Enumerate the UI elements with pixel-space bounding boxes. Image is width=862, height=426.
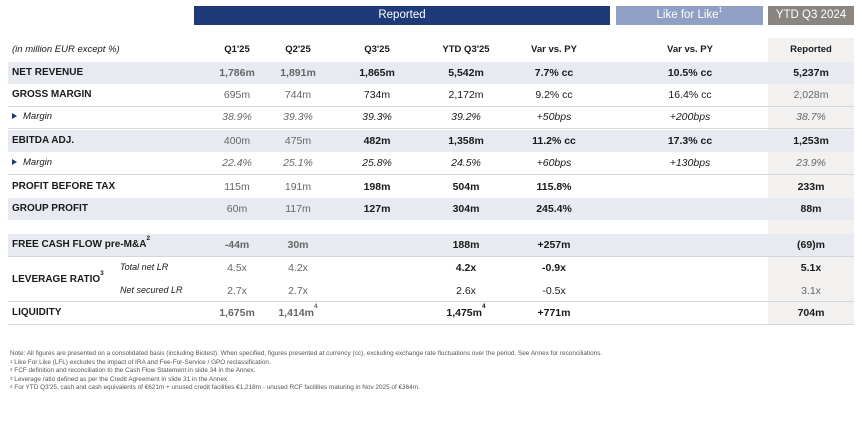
row-gross-margin [0,84,862,106]
divider [8,174,854,175]
cell-q1: 22.4% [222,157,252,169]
triangle-bullet-icon [12,159,17,165]
triangle-bullet-icon [12,113,17,119]
cell-q2: 475m [284,135,312,147]
row-group-profit [0,198,862,220]
cell-py: 88m [800,203,822,215]
row-label: EBITDA ADJ. [12,135,75,146]
like-for-like-header: Like for Like$^1$ [616,6,763,25]
col-q3: Q3'25 [364,44,390,55]
cell-q1: 115m [224,181,250,193]
cell-q3: 1,865m [359,67,395,79]
divider [8,301,854,302]
cell-var: 11.2% cc [532,135,576,147]
cell-py: 2,028m [793,89,829,101]
cell-q3: 734m [363,89,391,101]
row-net-revenue [0,62,862,84]
row-label: PROFIT BEFORE TAX [12,181,116,192]
cell-py: 3.1x [801,285,821,297]
cell-q1: 4.5x [227,262,247,274]
row-ebitda-adj [0,130,862,152]
cell-q3: 198m [363,181,391,193]
cell-lfl: +130bps [669,157,711,169]
row-label: Margin [12,106,52,128]
cell-lfl: 17.3% cc [667,135,713,147]
row-ebitda-margin [0,152,862,174]
cell-q2: 4.2x [288,262,308,274]
cell-ytd: 4.2x [455,262,477,274]
col-ytd: YTD Q3'25 [442,44,490,55]
cell-q1: 60m [226,203,248,215]
col-lfl-var-py: Var vs. PY [667,44,713,55]
cell-ytd: 2,172m [448,89,484,101]
reported-header: Reported [194,6,610,25]
footnote: $^4$ For YTD Q3'25, cash and cash equivalents of €621m + unused credit facilities €1,218m - unused RCF facilities maturing in Nov 2025 of €364m. [10,384,420,392]
cell-ytd: $1,475m^4$ [446,303,486,319]
cell-lfl: 16.4% cc [668,89,712,101]
cell-py: 38.7% [796,111,826,123]
cell-q1: 1,675m [219,307,255,319]
cell-var: 9.2% cc [535,89,573,101]
cell-py: 1,253m [793,135,829,147]
net-secured-lr-label: Net secured LR [120,285,183,295]
cell-var: -0.9x [542,262,566,274]
footnote: $^2$ FCF definition and reconciliation to the Cash Flow Statement in slide 34 in the Annex. [10,367,256,375]
cell-q2: 744m [284,89,312,101]
cell-q3: 39.3% [362,111,392,123]
cell-q2: 117m [285,203,311,215]
cell-var: +257m [537,239,571,251]
cell-q2: $1,414m^4$ [278,303,318,319]
cell-lfl: 10.5% cc [667,67,713,79]
cell-py: 5.1x [800,262,822,274]
cell-ytd: 188m [452,239,480,251]
cell-q1: 1,786m [219,67,255,79]
row-profit-before-tax [0,176,862,198]
row-label: NET REVENUE [12,67,84,78]
cell-ytd: 24.5% [451,157,481,169]
row-total-net-lr [0,257,862,277]
divider [8,106,854,107]
cell-lfl: +200bps [669,111,711,123]
units-label: (in million EUR except %) [12,44,120,55]
cell-q1: -44m [224,239,250,251]
cell-q2: 25.1% [283,157,313,169]
cell-ytd: 304m [452,203,480,215]
cell-py: 233m [797,181,825,193]
total-net-lr-label: Total net LR [120,262,169,272]
row-liquidity [0,302,862,324]
row-label: GROSS MARGIN [12,89,92,100]
row-label: LEVERAGE RATIO$^3$ [12,270,104,285]
cell-var: +60bps [536,157,572,169]
cell-q3: 482m [363,135,391,147]
row-label: FREE CASH FLOW pre-$M\&A^2$ [12,235,151,250]
cell-var: 245.4% [536,203,572,215]
cell-q2: 39.3% [283,111,313,123]
cell-ytd: 5,542m [448,67,484,79]
footnote: Note: All figures are presented on a consolidated basis (including Biotest). When specified, figures presented at currency (cc), excluding exchange rate fluctuations over the period. See Annex for reconciliations. [10,350,603,357]
cell-var: +50bps [536,111,572,123]
cell-var: -0.5x [542,285,566,297]
row-net-secured-lr [0,280,862,300]
cell-q3: 25.8% [362,157,392,169]
col-reported-py: Reported [790,44,832,55]
footnote: $^1$ Like For Like (LFL) excludes the impact of IRA and Fee-For-Service / GPO reclassification. [10,358,271,366]
footnotes [10,350,850,393]
col-q1: Q1'25 [224,44,250,55]
row-label: GROUP PROFIT [12,203,88,214]
cell-py: 704m [797,307,825,319]
ytd-q3-2024-header: YTD Q3 2024 [768,6,854,25]
cell-var: 7.7% cc [534,67,574,79]
cell-q2: 2.7x [288,285,308,297]
cell-var: 115.8% [536,181,572,193]
row-label: LIQUIDITY [12,307,62,318]
cell-ytd: 1,358m [448,135,484,147]
row-free-cash-flow [0,234,862,256]
col-q2: Q2'25 [285,44,311,55]
cell-ytd: 39.2% [451,111,481,123]
cell-q1: 695m [223,89,251,101]
divider [8,128,854,129]
cell-py: 23.9% [796,157,826,169]
row-gross-margin-pct [0,106,862,128]
cell-py: 5,237m [793,67,829,79]
col-var-py: Var vs. PY [531,44,577,55]
cell-q2: 1,891m [280,67,316,79]
cell-q2: 30m [287,239,309,251]
divider [8,324,854,325]
cell-ytd: 504m [452,181,480,193]
footnote: $^3$ Leverage ratio defined as per the Credit Agreement in slide 31 in the Annex. [10,375,229,383]
row-label: Margin [12,152,52,174]
cell-ytd: 2.6x [456,285,476,297]
cell-q1: 38.9% [222,111,252,123]
cell-q1: 400m [223,135,251,147]
cell-q3: 127m [363,203,391,215]
divider [8,256,854,257]
cell-var: +771m [537,307,571,319]
cell-q2: 191m [284,181,312,193]
cell-q1: 2.7x [227,285,247,297]
cell-py: (69)m [796,239,825,251]
